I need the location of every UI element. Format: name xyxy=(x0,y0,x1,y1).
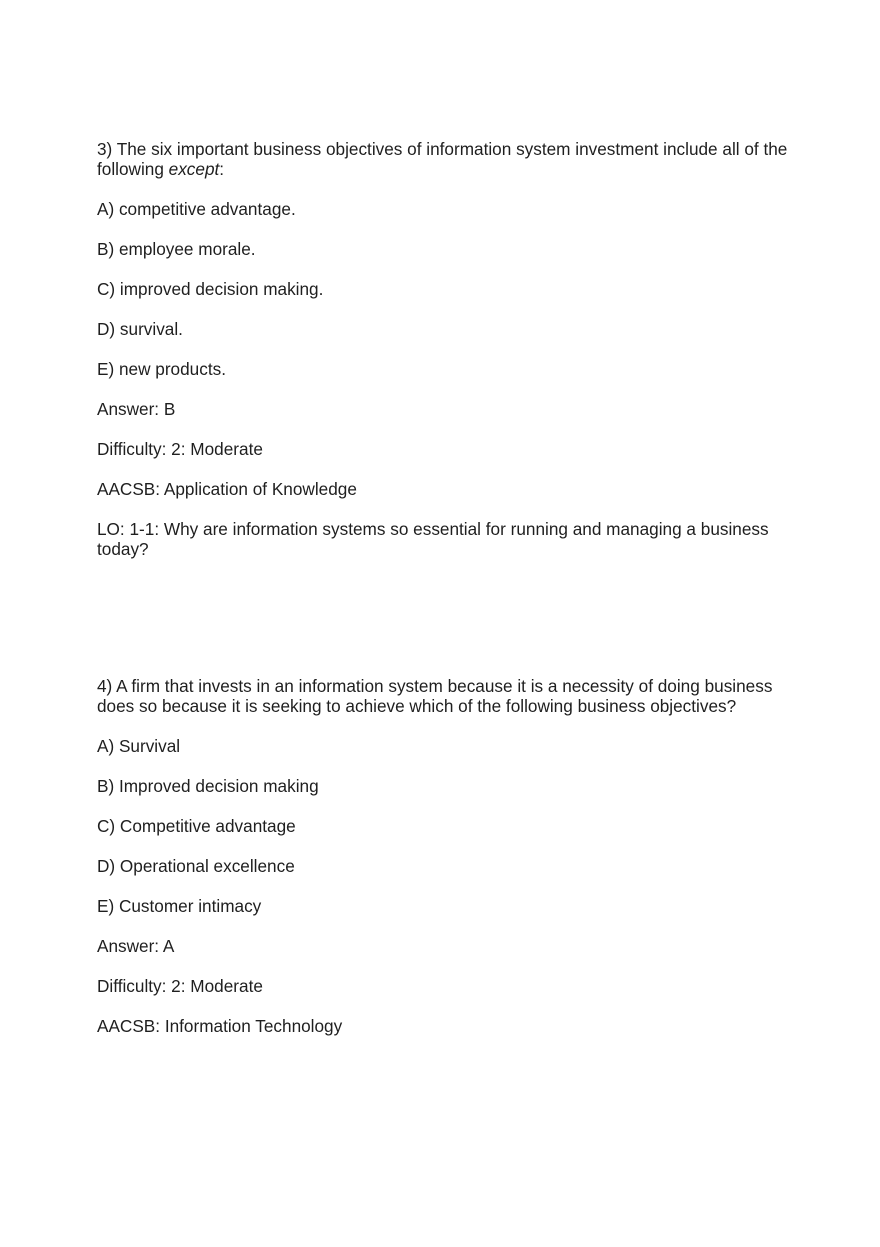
stem-text: 3) The six important business objectives of information system investment include all of the following xyxy=(97,139,788,179)
option-e: E) Customer intimacy xyxy=(97,896,262,916)
stem-emphasis: except xyxy=(168,159,220,179)
difficulty: Difficulty: 2: Moderate xyxy=(97,439,263,459)
option-b: B) employee morale. xyxy=(97,239,256,259)
answer: Answer: B xyxy=(97,399,176,419)
aacsb: AACSB: Information Technology xyxy=(97,1016,343,1036)
option-c: C) improved decision making. xyxy=(97,279,324,299)
option-a: A) competitive advantage. xyxy=(97,199,296,219)
answer: Answer: A xyxy=(97,936,175,956)
stem-suffix: : xyxy=(219,159,225,179)
question-4 xyxy=(97,676,797,1036)
question-stem xyxy=(97,139,797,179)
option-d: D) Operational excellence xyxy=(97,856,295,876)
option-d: D) survival. xyxy=(97,319,183,339)
question-3 xyxy=(97,139,797,559)
option-c: C) Competitive advantage xyxy=(97,816,296,836)
option-b: B) Improved decision making xyxy=(97,776,319,796)
option-e: E) new products. xyxy=(97,359,226,379)
aacsb: AACSB: Application of Knowledge xyxy=(97,479,357,499)
learning-objective: LO: 1-1: Why are information systems so essential for running and managing a business today? xyxy=(97,519,769,559)
difficulty: Difficulty: 2: Moderate xyxy=(97,976,263,996)
option-a: A) Survival xyxy=(97,736,181,756)
question-stem: 4) A firm that invests in an information system because it is a necessity of doing business does so because it is seeking to achieve which of the following business objectives? xyxy=(97,676,773,716)
